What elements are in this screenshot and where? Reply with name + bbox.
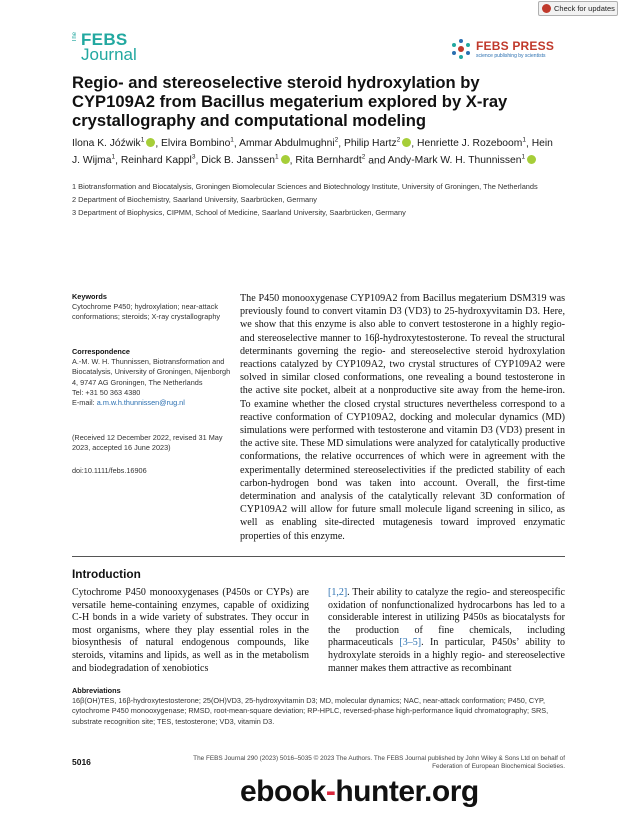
febs-press-dots-icon xyxy=(449,37,473,61)
section-divider xyxy=(72,556,565,557)
introduction-column-1: Cytochrome P450 monooxygenases (P450s or CYPs) are versatile heme-containing enzymes, capable of oxidizing C-H bonds in a wide variety of substrates. They occur in most organisms, where they play essential roles in the biosynthesis of natural endogenous compounds, like steroids, vitamins and lipids, as well as in the metabolism and biodegradation of xenobiotics xyxy=(72,587,309,674)
author xyxy=(121,155,196,166)
introduction-heading: Introduction xyxy=(72,567,141,581)
author-name: Ammar Abdulmughni xyxy=(239,138,335,150)
author-affiliation-mark: 2 xyxy=(396,137,401,144)
author-name: Rita Bernhardt xyxy=(295,155,362,167)
doi: doi:10.1111/febs.16906 xyxy=(72,466,147,475)
affiliation-2: 2 Department of Biochemistry, Saarland University, Saarbrücken, Germany xyxy=(72,195,317,204)
affiliation-3: 3 Department of Biophysics, CIPMM, School of Medicine, Saarland University, Saarbrücken, Germany xyxy=(72,208,406,217)
correspondence-email-line xyxy=(72,398,232,408)
journal-logo-febs: FEBS xyxy=(81,30,128,49)
affiliations xyxy=(72,182,542,221)
introduction-text: . Their ability to catalyze the regio- and stereospecific oxidation of nonfunctionalized hydrocarbons has led to a considerable interest in utilizing P450s as biocatalysts for the production of fine chemicals, including pharmaceuticals xyxy=(328,587,565,649)
author-affiliation-mark: 1 xyxy=(275,153,279,161)
febs-press-logo xyxy=(449,37,559,63)
introduction-text: . In particular, P450s’ ability to hydroxylate steroids in a highly regio- and stereoselective manner makes them attractive as recombinant xyxy=(328,637,565,674)
author xyxy=(417,138,526,149)
author xyxy=(344,138,411,149)
orcid-icon[interactable] xyxy=(402,138,411,147)
author-name: Philip Hartz xyxy=(344,138,397,150)
author-affiliation-mark: 2 xyxy=(361,153,366,161)
correspondence-address: A.-M. W. H. Thunnissen, Biotransformation and Biocatalysis, University of Groningen, Nijenborgh 4, 9747 AG Groningen, The Netherlands xyxy=(72,357,231,387)
author-affiliation-mark: 1 xyxy=(522,137,526,144)
introduction-column-2 xyxy=(328,587,565,675)
abbreviations-block xyxy=(72,686,565,727)
febs-press-name: FEBS PRESS xyxy=(476,39,555,53)
keywords-block xyxy=(72,292,232,323)
author-name: Ilona K. Jóźwik xyxy=(72,138,141,150)
correspondence-tel: Tel: +31 50 363 4380 xyxy=(72,387,141,397)
orcid-icon[interactable] xyxy=(527,155,536,164)
author xyxy=(201,155,289,166)
received-dates: (Received 12 December 2022, revised 31 May 2023, accepted 16 June 2023) xyxy=(72,433,223,453)
author xyxy=(239,138,338,149)
author-name: Elvira Bombino xyxy=(161,138,231,150)
keywords-heading: Keywords xyxy=(72,292,107,301)
keywords-text: Cytochrome P450; hydroxylation; near-attack conformations; steroids; X-ray crystallography xyxy=(72,302,221,322)
footer-line-1: The FEBS Journal 290 (2023) 5016–5035 © 2023 The Authors. The FEBS Journal published by John Wiley & Sons Ltd on behalf of xyxy=(193,755,565,762)
author xyxy=(388,155,536,166)
author-affiliation-mark: 2 xyxy=(334,137,339,144)
author-name: Hein J. Wijma xyxy=(72,138,553,167)
watermark xyxy=(240,768,620,815)
author-affiliation-mark: 1 xyxy=(140,137,145,144)
author-affiliation-mark: 1 xyxy=(111,153,116,161)
author-name: Henriette J. Rozeboom xyxy=(417,138,523,150)
citation-link[interactable]: [1,2] xyxy=(328,587,348,598)
article-title: Regio- and stereoselective steroid hydroxylation by CYP109A2 from Bacillus megaterium explored by X-ray crystallography and computational modeling xyxy=(72,73,508,130)
watermark-dash: - xyxy=(325,774,336,808)
journal-logo-journal: Journal xyxy=(81,45,137,64)
author-affiliation-mark: 1 xyxy=(230,137,234,144)
correspondence-heading: Correspondence xyxy=(72,347,130,356)
author-affiliation-mark: 3 xyxy=(191,153,196,161)
abstract: The P450 monooxygenase CYP109A2 from Bacillus megaterium DSM319 was previously found to convert vitamin D3 (VD3) to 25-hydroxyvitamin D3. Here, we show that this enzyme is also able to convert testosterone in a highly regio- and stereoselective manner to 16β-hydroxytestosterone. To reveal the structural determinants governing the regio- and stereoselective steroid hydroxylation reactions catalyzed by CYP109A2, two crystal structures of CYP109A2 were solved in similar closed conformations, one revealing a bound testosterone in the active site pocket, albeit at a nonproductive site away from the heme-iron. To examine whether the closed crystal structures nevertheless correspond to a reactive conformation of CYP109A2, docking and molecular dynamics (MD) simulations were performed with testosterone and vitamin D3 (VD3) present in the active site. These MD simulations were analyzed for catalytically productive conformations, the relative occurrences of which were in agreement with the experimentally determined stereoselectivities if the predicted stability of each carbon-hydrogen bond was taken into account. Overall, the first-time determination and analysis of the catalytically relevant 3D conformation of CYP109A2 will allow for future small molecule ligand screening in silico, as well as enabling site-directed mutagenesis toward improved enzymatic properties of this enzyme. xyxy=(240,293,565,542)
author xyxy=(161,138,234,149)
citation-link[interactable]: [3–5] xyxy=(399,637,422,649)
febs-press-tagline: science publishing by scientists xyxy=(476,53,546,59)
febs-journal-logo xyxy=(72,30,138,64)
update-icon xyxy=(542,4,551,13)
page-number: 5016 xyxy=(72,757,91,767)
email-label: E-mail: xyxy=(72,398,97,408)
author xyxy=(72,138,155,149)
orcid-icon[interactable] xyxy=(281,155,290,164)
watermark-part-1: ebook xyxy=(240,774,326,808)
author-affiliation-mark: 1 xyxy=(521,153,526,161)
watermark-part-2: hunter.org xyxy=(335,774,479,808)
author-list: Ilona K. Jóźwik$^1$ , Elvira Bombino$^1$, Ammar Abdulmughni$^2$, Philip Hartz$^2$ , Henriette J. Rozeboom$^1$, Hein J. Wijma$^1$, Reinhard Kappl$^3$, Dick B. Janssen$^1$ , Rita Bernhardt$^2$ and Andy-Mark W. H. Thunnissen$^1$ xyxy=(72,137,553,167)
abbreviations-heading: Abbreviations xyxy=(72,686,121,695)
email-link[interactable]: a.m.w.h.thunnissen@rug.nl xyxy=(96,398,185,408)
author xyxy=(295,155,365,166)
author-name: Andy-Mark W. H. Thunnissen xyxy=(387,155,522,167)
affiliation-1: 1 Biotransformation and Biocatalysis, Groningen Biomolecular Sciences and Biotechnology Institute, University of Groningen, The Netherlands xyxy=(72,182,538,191)
author-name: Dick B. Janssen xyxy=(201,155,275,167)
check-for-updates-button[interactable] xyxy=(538,1,618,16)
footer-line-2: Federation of European Biochemical Societies. xyxy=(432,763,565,771)
author-name: Reinhard Kappl xyxy=(120,155,192,167)
abbreviations-text: 16β(OH)TES, 16β-hydroxytestosterone; 25(OH)VD3, 25-hydroxyvitamin D3; MD, molecular dynamics; NAC, near-attack conformation; P450, CYP, cytochrome P450 monooxygenase; RMSD, root-mean-square deviation; RP-HPLC, reversed-phase high-performance liquid chromatography; SRS, substrate recognition site; TES, testosterone; VD3, vitamin D3. xyxy=(72,696,549,726)
orcid-icon[interactable] xyxy=(146,138,155,147)
correspondence-block xyxy=(72,347,232,408)
journal-logo-the: The xyxy=(72,32,78,43)
check-for-updates-label: Check for updates xyxy=(554,4,615,13)
